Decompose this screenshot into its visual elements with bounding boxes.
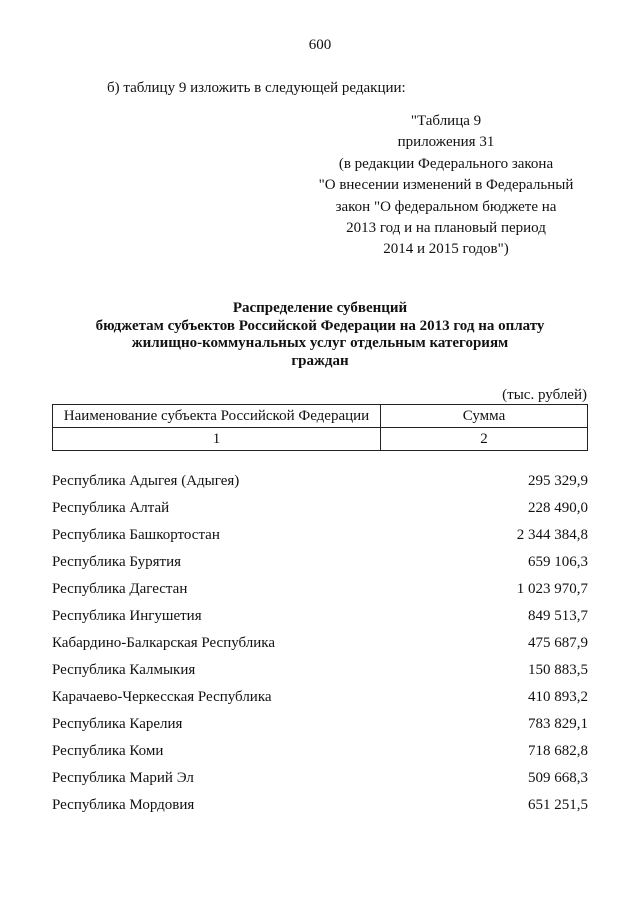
table-row	[52, 792, 588, 819]
region-amount: 651 251,5	[528, 797, 588, 813]
table-reference-line: "О внесении изменений в Федеральный	[318, 177, 574, 194]
document-title	[0, 300, 640, 370]
region-name: Кабардино-Балкарская Республика	[52, 635, 276, 651]
table-row	[52, 495, 588, 522]
header-cell-amount: Сумма	[381, 405, 588, 428]
region-amount: 718 682,8	[528, 743, 588, 759]
header-cell-name: Наименование субъекта Российской Федерации	[53, 405, 381, 428]
region-amount: 475 687,9	[528, 635, 588, 651]
region-name: Республика Марий Эл	[52, 770, 194, 786]
table-row	[52, 657, 588, 684]
table-row	[52, 522, 588, 549]
region-name: Республика Дагестан	[52, 581, 188, 597]
header-number-row	[53, 428, 588, 451]
table-row	[52, 549, 588, 576]
region-name: Республика Калмыкия	[52, 662, 196, 678]
region-amount: 783 829,1	[528, 716, 588, 732]
table-row	[52, 468, 588, 495]
table-header	[52, 404, 588, 451]
region-name: Республика Башкортостан	[52, 527, 220, 543]
region-name: Республика Ингушетия	[52, 608, 202, 624]
table-reference-line: закон "О федеральном бюджете на	[335, 198, 557, 215]
title-line: жилищно-коммунальных услуг отдельным категориям	[131, 335, 509, 351]
region-amount: 509 668,3	[528, 770, 588, 786]
instruction-text: б) таблицу 9 изложить в следующей редакции:	[107, 80, 406, 96]
table-row	[52, 684, 588, 711]
table-reference-line: "Таблица 9	[410, 113, 482, 129]
title-line: граждан	[291, 352, 349, 369]
region-name: Карачаево-Черкесская Республика	[52, 689, 272, 705]
table-row	[52, 711, 588, 738]
header-number-2: 2	[381, 428, 588, 451]
region-amount: 849 513,7	[528, 608, 588, 624]
table-row	[52, 603, 588, 630]
region-amount: 2 344 384,8	[516, 527, 588, 543]
region-name: Республика Карелия	[52, 716, 183, 732]
region-name: Республика Коми	[52, 743, 164, 759]
page-number: 600	[308, 37, 332, 53]
header-number-1: 1	[53, 428, 381, 451]
table-reference-line: приложения 31	[397, 134, 495, 151]
region-amount: 410 893,2	[528, 689, 588, 705]
table-reference-line: 2014 и 2015 годов")	[383, 241, 509, 258]
region-amount: 1 023 970,7	[516, 581, 588, 597]
table-row	[52, 765, 588, 792]
table-row	[52, 630, 588, 657]
region-name: Республика Алтай	[52, 500, 170, 516]
region-name: Республика Мордовия	[52, 797, 195, 813]
region-amount: 228 490,0	[528, 500, 588, 516]
units-label: (тыс. рублей)	[502, 387, 587, 403]
table-row	[52, 738, 588, 765]
region-amount: 295 329,9	[528, 473, 588, 489]
title-line: бюджетам субъектов Российской Федерации на 2013 год на оплату	[95, 317, 545, 334]
title-line: Распределение субвенций	[232, 300, 408, 316]
region-name: Республика Адыгея (Адыгея)	[52, 473, 240, 489]
table-reference-line: 2013 год и на плановый период	[346, 220, 546, 237]
region-amount: 150 883,5	[528, 662, 588, 678]
table-reference-line: (в редакции Федерального закона	[338, 155, 554, 172]
region-amount: 659 106,3	[528, 554, 588, 570]
header-row	[53, 405, 588, 428]
table-reference-block	[296, 111, 596, 261]
data-rows	[52, 468, 588, 819]
region-name: Республика Бурятия	[52, 554, 182, 570]
table-row	[52, 576, 588, 603]
